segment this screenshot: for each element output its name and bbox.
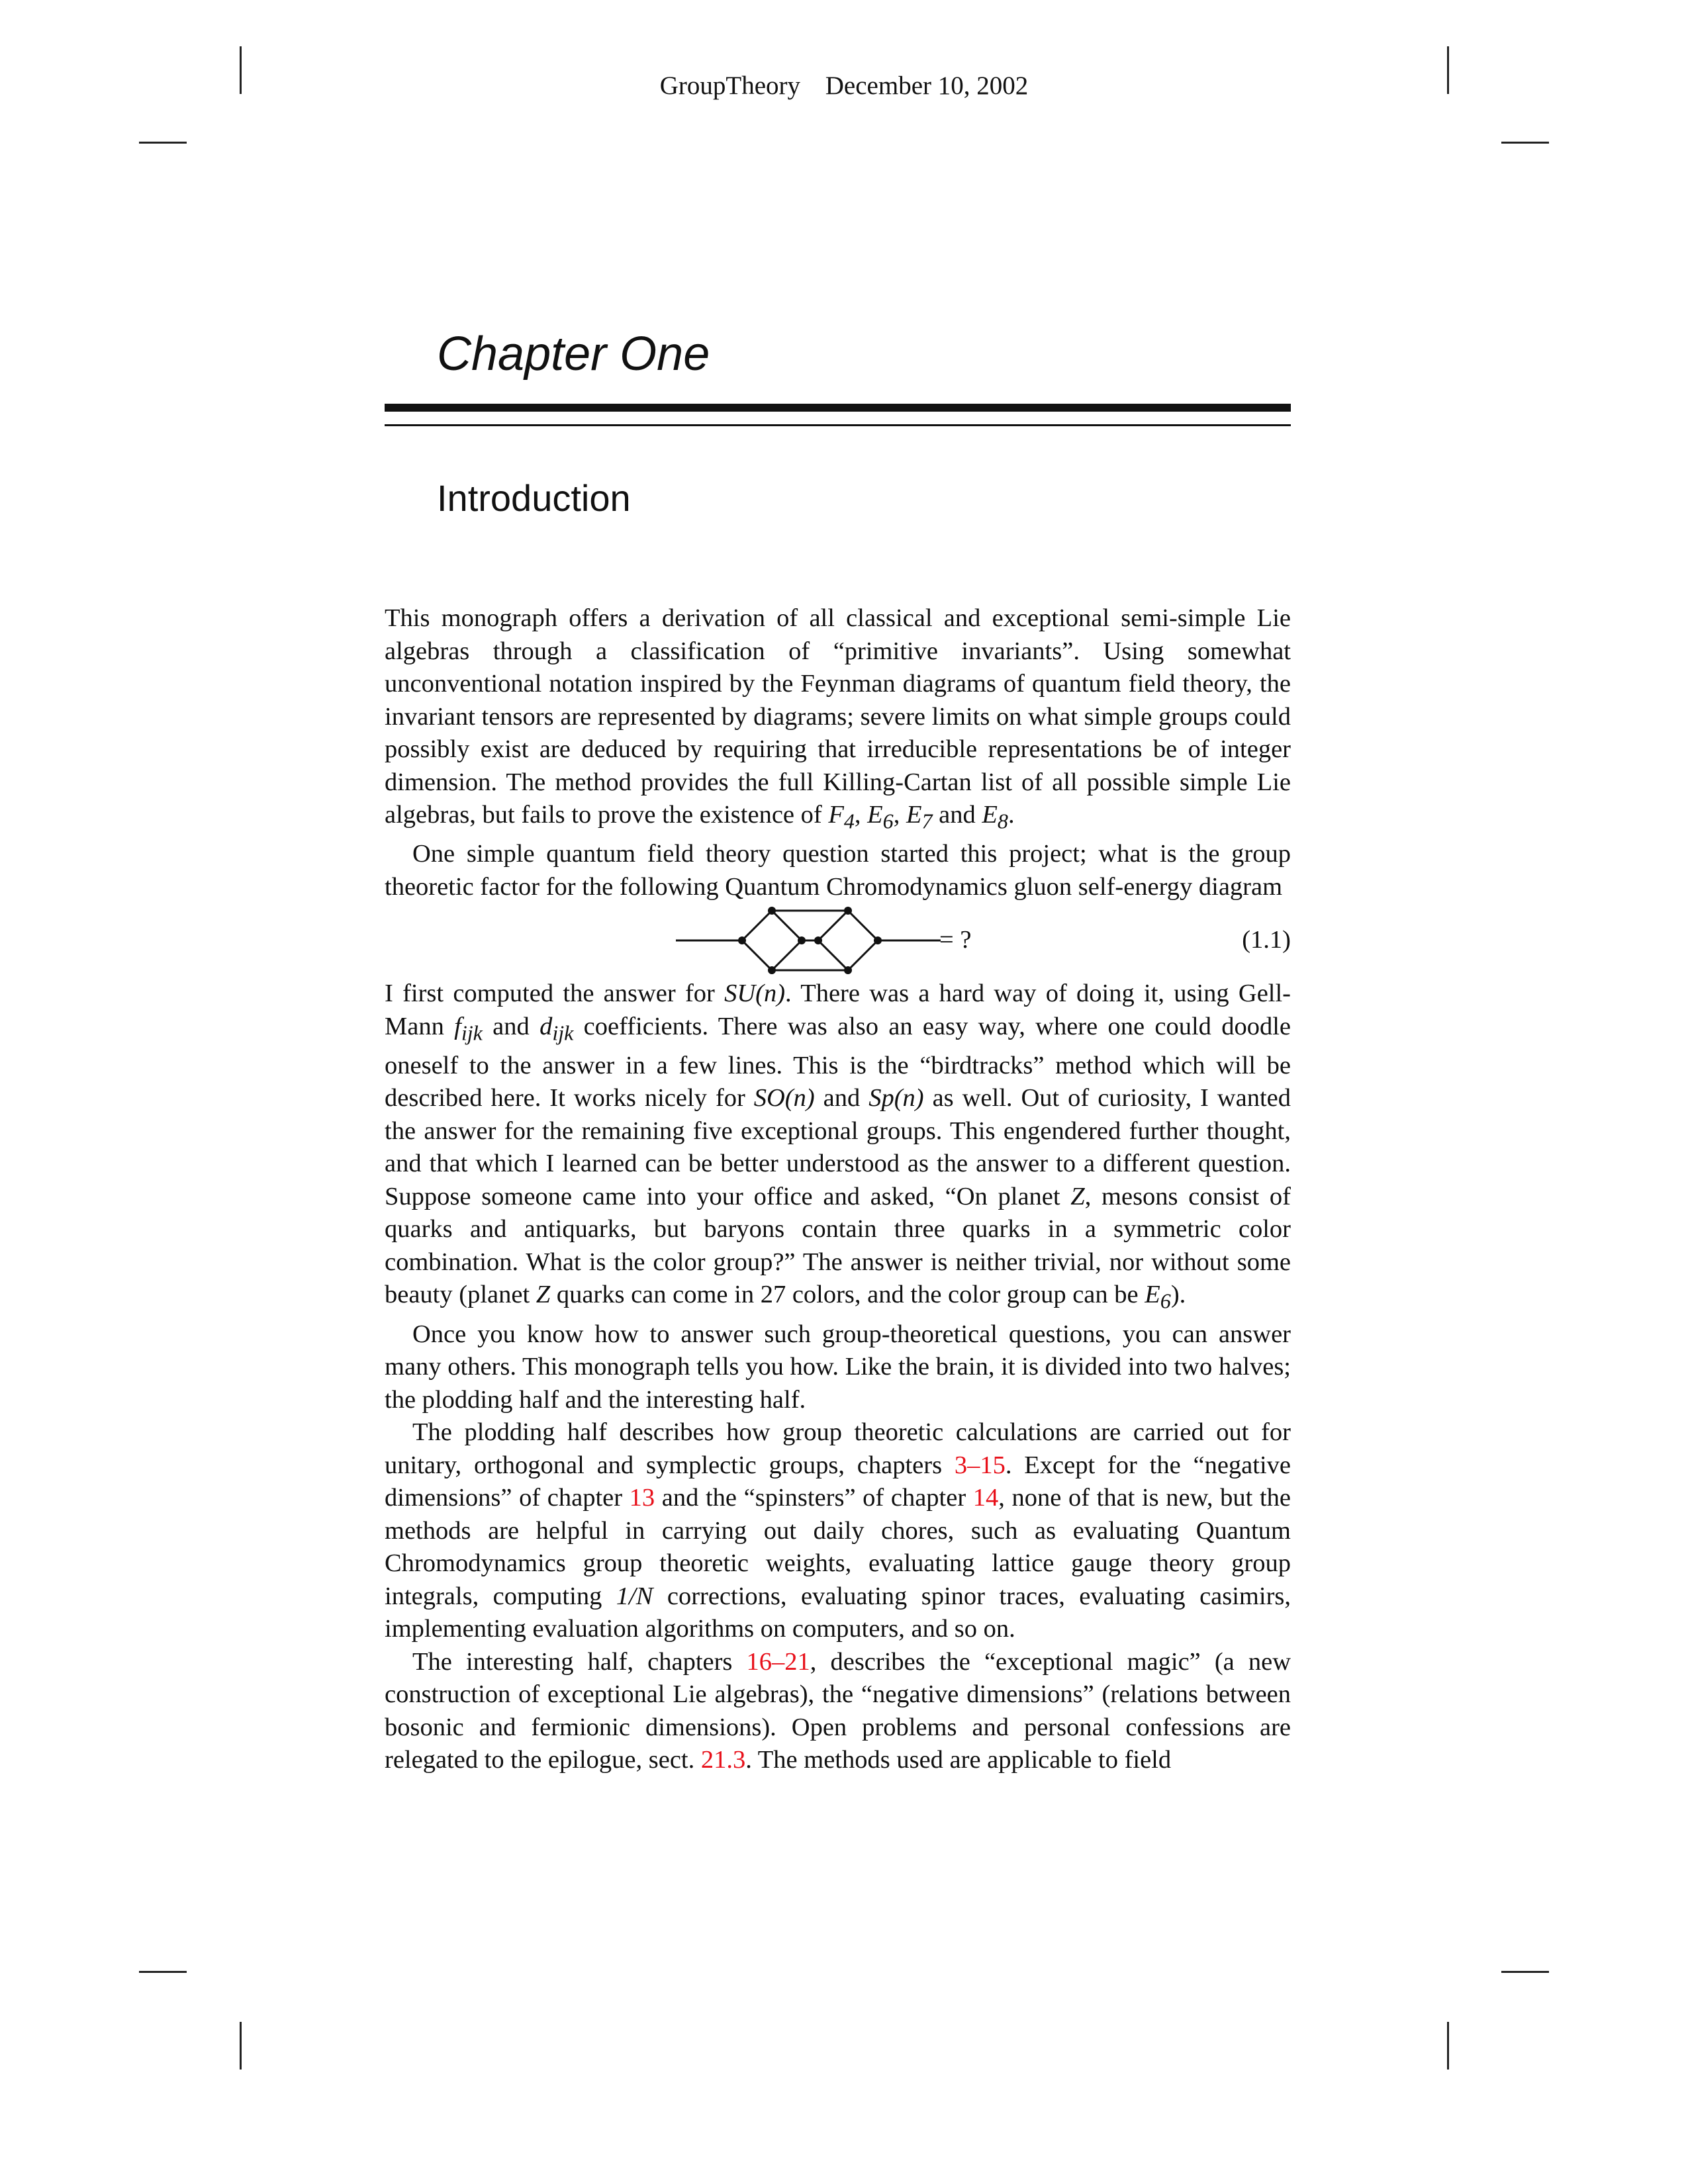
- math-E6: $E_6$: [867, 801, 894, 833]
- math-SUn: SU(n): [724, 979, 786, 1008]
- text-run: coefficients. There was also an easy way, where one could doodle oneself to the answer in a few lines. This is the “birdtracks” method which will be described here. It works nicely for: [385, 1012, 1291, 1113]
- gluon-self-energy-diagram: [676, 906, 941, 975]
- chapter-title: Introduction: [437, 477, 631, 519]
- text-run: , none of that is new, but the methods are helpful in carrying out daily chores, such as evaluating Quantum Chromodynamics group theoretic weights, evaluating lattice gauge theory group integrals, computing: [385, 1484, 1291, 1610]
- text-run: as well. Out of curiosity, I wanted the answer for the remaining five exceptional groups. This engendered further thought, and that which I learned can be better understood as the answer to a different question. Suppose someone came into your office and asked, “On planet: [385, 1084, 1291, 1210]
- equation-rhs: = ?: [939, 926, 972, 954]
- text-run: . Except for the “negative dimensions” of chapter: [385, 1451, 1291, 1512]
- paragraph-6: [385, 1646, 1291, 1777]
- diagram-vertex: [798, 936, 806, 944]
- text-run: ,: [854, 801, 868, 829]
- body-text: [385, 602, 1291, 1777]
- crop-mark: [240, 2022, 242, 2070]
- equation-number: (1.1): [1242, 926, 1291, 954]
- text-run: I first computed the answer for: [385, 979, 725, 1008]
- math-E7: $E_7$: [906, 801, 933, 833]
- text-run: , mesons consist of quarks and antiquarks, but baryons contain three quarks in a symmetric color combination. What is the color group?” The answer is neither trivial, nor without some beauty (planet: [385, 1182, 1291, 1309]
- chapter-link-13[interactable]: 13: [629, 1484, 655, 1512]
- crop-mark: [1501, 142, 1549, 144]
- paragraph-1: [385, 602, 1291, 838]
- diagram-vertex: [844, 966, 852, 974]
- crop-mark: [139, 1971, 187, 1973]
- equation-1-1: [385, 903, 1291, 978]
- text-run: .: [1008, 801, 1015, 829]
- diagram-vertex: [874, 936, 882, 944]
- chapter-rule-thin: [385, 424, 1291, 426]
- diagram-vertex: [844, 907, 852, 915]
- text-run: This monograph offers a derivation of all classical and exceptional semi-simple Lie algebras through a classification of “primitive invariants”. Using somewhat unconventional notation inspired by the Feynman diagrams of quantum field theory, the invariant tensors are represented by diagrams; severe limits on what simple groups could possibly exist are deduced by requiring that irreducible representations be of integer dimension. The method provides the full Killing-Cartan list of all possible simple Lie algebras, but fails to prove the existence of: [385, 604, 1291, 829]
- text-run: . There was a hard way of doing it, using Gell-Mann: [385, 979, 1291, 1040]
- math-f-ijk: $f_{ijk}$: [454, 1012, 483, 1045]
- chapter-rule-thick: [385, 404, 1291, 412]
- math-Z: Z: [536, 1281, 551, 1309]
- diagram-vertex: [814, 936, 822, 944]
- text-run: . The methods used are applicable to field: [745, 1746, 1172, 1774]
- math-Z: Z: [1070, 1182, 1085, 1210]
- chapter-link-3-15[interactable]: 3–15: [954, 1451, 1006, 1479]
- crop-mark: [139, 142, 187, 144]
- math-E6: $E_6$: [1145, 1281, 1171, 1314]
- text-run: ).: [1170, 1281, 1186, 1309]
- paragraph-3: [385, 978, 1291, 1318]
- text-run: corrections, evaluating spinor traces, evaluating casimirs, implementing evaluation algorithms on computers, and so on.: [385, 1582, 1291, 1643]
- text-run: The interesting half, chapters: [412, 1647, 747, 1676]
- diagram-right-loop: [818, 911, 878, 970]
- math-Spn: Sp(n): [868, 1084, 924, 1113]
- crop-mark: [1501, 1971, 1549, 1973]
- running-head-title: GroupTheory: [659, 71, 801, 100]
- diagram-vertex: [768, 907, 776, 915]
- diagram-vertex: [738, 936, 746, 944]
- diagram-vertex: [768, 966, 776, 974]
- running-head: [0, 69, 1688, 103]
- math-E8: $E_8$: [982, 801, 1008, 833]
- text-run: The plodding half describes how group theoretic calculations are carried out for unitary, orthogonal and symplectic groups, chapters: [385, 1418, 1291, 1479]
- running-head-date: December 10, 2002: [825, 71, 1029, 100]
- text-run: and: [932, 801, 982, 829]
- text-run: and: [814, 1084, 869, 1113]
- chapter-link-16-21[interactable]: 16–21: [746, 1647, 810, 1676]
- diagram-left-loop: [742, 911, 802, 970]
- paragraph-2: One simple quantum field theory question started this project; what is the group theoretic factor for the following Quantum Chromodynamics gluon self-energy diagram: [385, 840, 1291, 901]
- section-link-21-3[interactable]: 21.3: [700, 1746, 746, 1774]
- chapter-link-14[interactable]: 14: [972, 1484, 999, 1512]
- math-F4: $F_4$: [828, 801, 855, 833]
- chapter-label: Chapter One: [437, 328, 710, 381]
- text-run: ,: [893, 801, 906, 829]
- paragraph-4: Once you know how to answer such group-theoretical questions, you can answer many others. This monograph tells you how. Like the brain, it is divided into two halves; the plodding half and the interesting half.: [385, 1320, 1291, 1414]
- text-run: and the “spinsters” of chapter: [655, 1484, 973, 1512]
- crop-mark: [1447, 2022, 1449, 2070]
- math-1-over-N: 1/N: [616, 1582, 653, 1610]
- paragraph-5: [385, 1416, 1291, 1646]
- math-d-ijk: $d_{ijk}$: [539, 1012, 574, 1045]
- text-run: and: [482, 1012, 540, 1040]
- math-SOn: SO(n): [753, 1084, 815, 1113]
- text-run: quarks can come in 27 colors, and the color group can be: [550, 1281, 1145, 1309]
- text-run: , describes the “exceptional magic” (a new construction of exceptional Lie algebras), the “negative dimensions” (relations between bosonic and fermionic dimensions). Open problems and personal confessions are relegated to the epilogue, sect.: [385, 1647, 1291, 1774]
